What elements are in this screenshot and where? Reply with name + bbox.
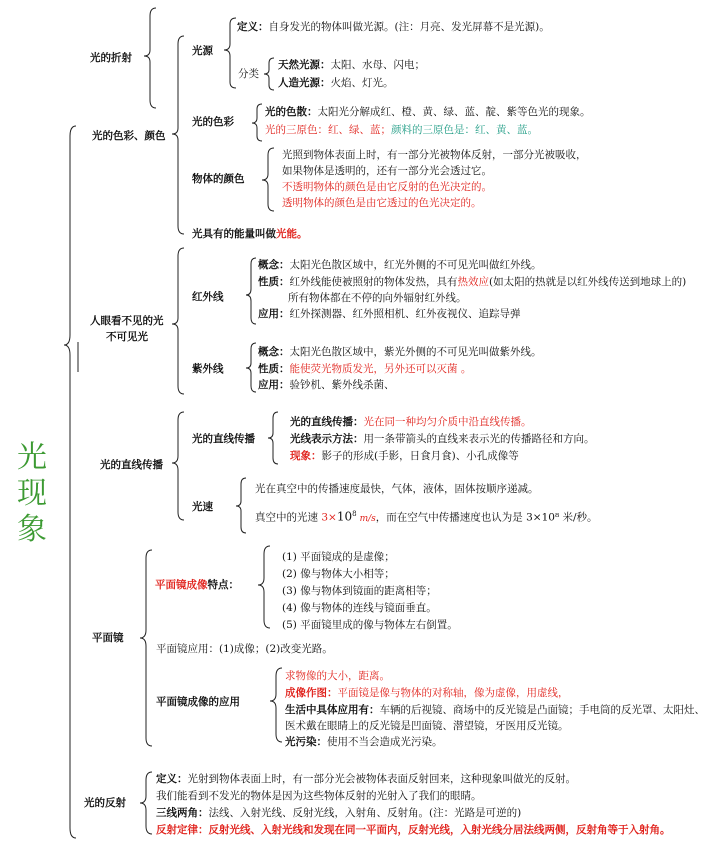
light-pollution: 光污染：使用不当会造成光污染。	[285, 736, 443, 748]
ultraviolet-brace	[246, 343, 256, 392]
feature-5: (5) 平面镜里成的像与物体左右倒置。	[282, 619, 458, 631]
infrared-property-2: 所有物体都在不停的向外辐射红外线。	[288, 292, 467, 304]
reflection-lines-angles: 三线两角：法线、入射光线、反射光线，入射角、反射角。(注：光路是可逆的)	[156, 807, 522, 819]
source-classification: 分类	[238, 68, 259, 80]
objcolor-brace	[262, 148, 274, 211]
lightcolor-brace	[252, 104, 262, 141]
dispersion: 光的色散：太阳光分解成红、橙、黄、绿、蓝、靛、紫等色光的现象。	[265, 106, 591, 118]
class-brace	[264, 58, 274, 90]
node-invisible-l2: 不可见光	[106, 331, 148, 343]
node-infrared: 红外线	[192, 291, 224, 303]
light-energy: 光具有的能量叫做光能。	[192, 228, 308, 240]
object-color-line3: 不透明物体的颜色是由它反射的色光决定的。	[282, 181, 492, 193]
mirror-applications: 平面镜应用：(1)成像；(2)改变光路。	[156, 643, 333, 655]
straightprop-brace	[268, 412, 278, 464]
feature-1: (1) 平面镜成的是虚像；	[282, 551, 395, 563]
imaging-daily: 生活中具体应用有：车辆的后视镜、商场中的反光镜是凸面镜；手电筒的反光罩、太阳灶、	[285, 704, 705, 716]
node-reflection: 光的反射	[84, 797, 126, 809]
node-light-color: 光的色彩	[192, 116, 234, 128]
node-ultraviolet: 紫外线	[192, 363, 224, 375]
artificial-source: 人造光源：火焰、灯光。	[278, 77, 394, 89]
object-color-line2: 如果物体是透明的，还有一部分光会透过它。	[282, 165, 492, 177]
straight-propagation: 光的直线传播：光在同一种均匀介质中沿直线传播。	[290, 416, 532, 428]
node-straight: 光的直线传播	[100, 459, 163, 471]
feature-4: (4) 像与物体的连线与镜面垂直。	[282, 602, 437, 614]
natural-source: 天然光源：太阳、水母、闪电；	[278, 59, 425, 71]
speed-line1: 光在真空中的传播速度最快，气体，液体，固体按顺序递减。	[255, 483, 539, 495]
speed-brace	[236, 478, 246, 533]
infrared-application: 应用：红外探测器、红外照相机、红外夜视仪、追踪导弹	[258, 308, 521, 320]
node-mirror-features: 平面镜成像特点：	[155, 579, 239, 591]
node-invisible-l1: 人眼看不见的光	[90, 315, 164, 327]
reflection-law: 反射定律：反射光线、入射光线和发现在同一平面内，反射光线，入射光线分居法线两侧，反射角等于入射角。	[156, 824, 671, 836]
speed-line2: 真空中的光速 $3\times 10^8$ m/s，而在空气中传播速度也认为是 3×10⁸ 米/秒。	[255, 509, 598, 524]
reflection-definition: 定义：光射到物体表面上时，有一部分光会被物体表面反射回来，这种现象叫做光的反射。	[156, 773, 576, 785]
features-brace	[258, 546, 270, 628]
infrared-brace	[246, 258, 256, 324]
node-light-speed: 光速	[192, 501, 213, 513]
imaging-brace	[270, 668, 282, 742]
node-mirror-imaging: 平面镜成像的应用	[156, 696, 240, 708]
primary-colors: 光的三原色：红、绿、蓝；颜料的三原色是：红、黄、蓝。	[265, 124, 538, 136]
node-straight-prop: 光的直线传播	[192, 433, 255, 445]
reflection-brace	[140, 772, 152, 834]
source-brace	[224, 18, 236, 88]
color-brace	[172, 36, 184, 234]
imaging-drawing: 成像作图：平面镜是像与物体的对称轴，像为虚像，用虚线，	[285, 687, 569, 699]
straight-brace	[172, 412, 184, 520]
feature-2: (2) 像与物体大小相等；	[282, 568, 395, 580]
mirror-brace	[140, 550, 152, 746]
infrared-property: 性质：红外线能使被照射的物体发热，具有热效应(如太阳的热就是以红外线传送到地球上的)	[258, 276, 687, 288]
refraction-brace	[144, 8, 156, 108]
root-title: 光 现 象	[17, 440, 47, 547]
reflection-visibility: 我们能看到不发光的物体是因为这些物体反射的光射入了我们的眼睛。	[156, 790, 482, 802]
light-ray-method: 光线表示方法：用一条带箭头的直线来表示光的传播路径和方向。	[290, 433, 595, 445]
source-definition: 定义：自身发光的物体叫做光源。(注：月亮、发光屏幕不是光源)。	[237, 21, 550, 33]
node-color: 光的色彩、颜色	[92, 130, 166, 142]
infrared-concept: 概念：太阳光色散区域中，红光外侧的不可见光叫做红外线。	[258, 259, 542, 271]
uv-concept: 概念：太阳光色散区域中，紫光外侧的不可见光叫做紫外线。	[258, 346, 542, 358]
root-brace	[64, 126, 76, 838]
uv-application: 应用：验钞机、紫外线杀菌、	[258, 379, 395, 391]
invisible-brace	[172, 248, 184, 394]
object-color-line1: 光照到物体表面上时，有一部分光被物体反射，一部分光被吸收，	[282, 149, 587, 161]
straight-phenomena: 现象：影子的形成(手影，日食月食)、小孔成像等	[290, 450, 519, 462]
uv-property: 性质：能使荧光物质发光，另外还可以灭菌 。	[258, 363, 472, 375]
node-light-source: 光源	[192, 45, 213, 57]
node-mirror: 平面镜	[92, 632, 124, 644]
feature-3: (3) 像与物体到镜面的距离相等；	[282, 585, 437, 597]
imaging-size: 求物像的大小，距离。	[285, 670, 390, 682]
node-object-color: 物体的颜色	[192, 173, 245, 185]
imaging-daily-2: 医术戴在眼睛上的反光镜是凹面镜、潜望镜，牙医用反光镜。	[285, 720, 569, 732]
node-refraction: 光的折射	[90, 52, 132, 64]
object-color-line4: 透明物体的颜色是由它透过的色光决定的。	[282, 197, 482, 209]
